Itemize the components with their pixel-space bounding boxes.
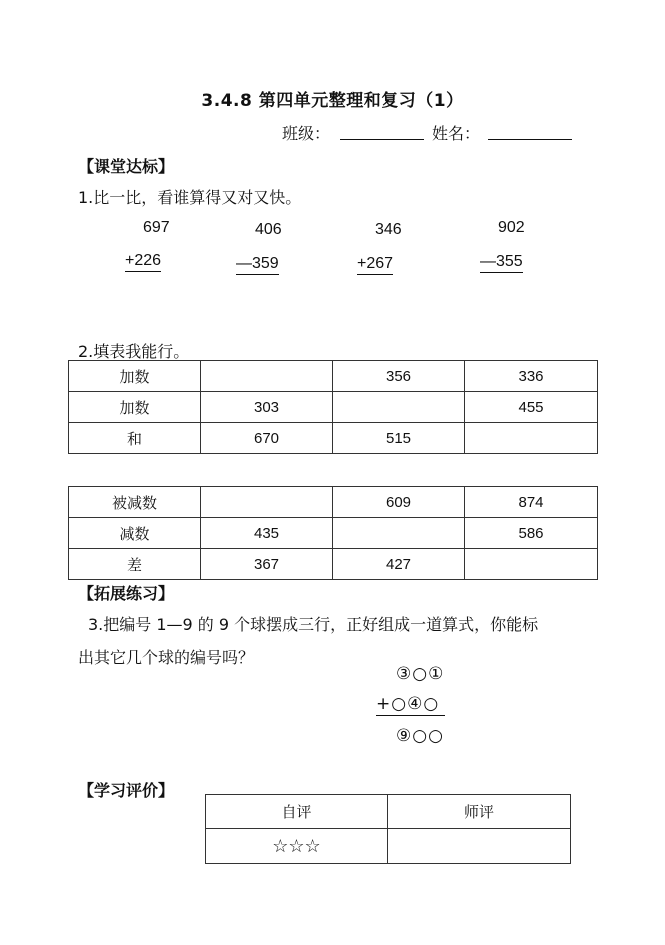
answer-cell[interactable] xyxy=(465,423,598,454)
table-cell: 670 xyxy=(201,423,333,454)
q1-problem-1-top: 697 xyxy=(143,219,170,236)
answer-cell[interactable] xyxy=(465,549,598,580)
table-cell: 减数 xyxy=(69,518,201,549)
q1-prompt: 1.比一比，看谁算得又对又快。 xyxy=(78,188,302,207)
table-cell: 455 xyxy=(465,392,598,423)
table-cell: 356 xyxy=(333,361,465,392)
table-row xyxy=(69,423,598,454)
table-cell: 609 xyxy=(333,487,465,518)
table-cell: 加数 xyxy=(69,361,201,392)
name-label: 姓名： xyxy=(432,124,481,143)
answer-cell[interactable] xyxy=(333,518,465,549)
answer-cell[interactable] xyxy=(201,361,333,392)
table-row xyxy=(206,829,571,864)
table-cell: 和 xyxy=(69,423,201,454)
table-cell: 被减数 xyxy=(69,487,201,518)
q3-row-2: +○④○ xyxy=(376,694,445,716)
table-cell: 515 xyxy=(333,423,465,454)
q1-problem-4-bottom: —355 xyxy=(480,253,523,273)
table-row xyxy=(69,392,598,423)
table-cell: 差 xyxy=(69,549,201,580)
teacher-rating-cell[interactable] xyxy=(388,829,571,864)
q3-prompt-line2: 出其它几个球的编号吗？ xyxy=(78,648,255,667)
table-row xyxy=(69,361,598,392)
table-cell: 303 xyxy=(201,392,333,423)
q3-row-3: ⑨○○ xyxy=(396,726,444,746)
table-cell: 367 xyxy=(201,549,333,580)
class-field[interactable] xyxy=(340,123,424,140)
self-eval-header: 自评 xyxy=(206,795,388,829)
name-field[interactable] xyxy=(488,123,572,140)
table-cell: 427 xyxy=(333,549,465,580)
self-rating-stars[interactable]: ☆☆☆ xyxy=(206,829,388,864)
table-cell: 435 xyxy=(201,518,333,549)
answer-cell[interactable] xyxy=(333,392,465,423)
table-cell: 336 xyxy=(465,361,598,392)
table-row xyxy=(206,795,571,829)
subtraction-table xyxy=(68,486,598,580)
q1-problem-2-top: 406 xyxy=(255,221,282,238)
q3-prompt-line1: 3.把编号 1—9 的 9 个球摆成三行，正好组成一道算式，你能标 xyxy=(88,615,539,634)
teacher-eval-header: 师评 xyxy=(388,795,571,829)
q1-problem-4-top: 902 xyxy=(498,219,525,236)
section-extension: 【拓展练习】 xyxy=(78,584,175,603)
q1-problem-3-top: 346 xyxy=(375,221,402,238)
addition-table xyxy=(68,360,598,454)
q1-problem-1-bottom: +226 xyxy=(125,252,161,272)
answer-cell[interactable] xyxy=(201,487,333,518)
table-row xyxy=(69,487,598,518)
section-evaluation: 【学习评价】 xyxy=(78,781,175,800)
table-cell: 874 xyxy=(465,487,598,518)
section-classroom: 【课堂达标】 xyxy=(78,157,175,176)
table-cell: 586 xyxy=(465,518,598,549)
evaluation-table xyxy=(205,794,571,864)
class-label: 班级： xyxy=(282,124,331,143)
q1-problem-3-bottom: +267 xyxy=(357,255,393,275)
q1-problem-2-bottom: —359 xyxy=(236,255,279,275)
page-title: 3.4.8 第四单元整理和复习（1） xyxy=(201,91,464,111)
q2-prompt: 2.填表我能行。 xyxy=(78,342,190,361)
table-row xyxy=(69,549,598,580)
q3-row-1: ③○① xyxy=(396,664,445,684)
table-row xyxy=(69,518,598,549)
table-cell: 加数 xyxy=(69,392,201,423)
